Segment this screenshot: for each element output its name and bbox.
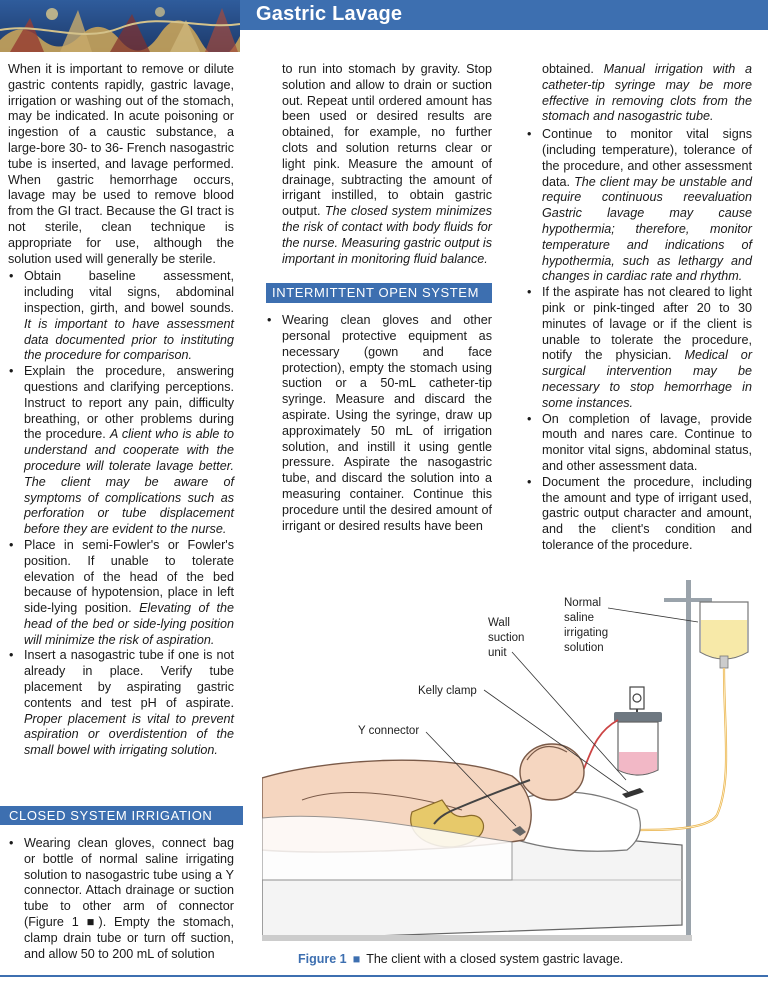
- gastric-lavage-illustration: [262, 580, 768, 945]
- section-heading-intermittent: INTERMITTENT OPEN SYSTEM: [266, 283, 492, 303]
- wall-outlet-icon: [630, 687, 644, 709]
- label-normal-saline-4: solution: [564, 642, 604, 654]
- list-item: • Insert a nasogastric tube if one is not already in place. Verify tube placement by aspirating gastric contents and test pH of aspirate. Proper placement is vital to prevent aspiration or overdistention of the small bowel with irrigating solution.: [8, 648, 234, 759]
- list-item: • Place in semi-Fowler's or Fowler's position. If unable to tolerate elevation of the head of the bed because of hypotension, place in left side-lying position. Elevating of the head of the bed or side-lying position will minimize the risk of aspiration.: [8, 538, 234, 649]
- list-item: • If the aspirate has not cleared to light pink or pink-tinged after 20 to 30 minutes of lavage or if the client is unable to tolerate the procedure, notify the physician. Medical or surgical intervention may be necessary to stop hemorrhage in some instances.: [526, 285, 752, 411]
- list-item: • Wearing clean gloves, connect bag or bottle of normal saline irrigating solution to nasogastric tube using a Y connector. Attach drainage or suction tube to other arm of connector (Figure 1 ■). Empty the stomach, clamp drain tube or turn off suction, and allow 50 to 200 mL of solution: [8, 836, 234, 962]
- label-y-connector: Y connector: [358, 725, 420, 737]
- closed-system-block: [8, 836, 234, 962]
- list-item: • Wearing clean gloves and other personal protective equipment as necessary (gown and face protection), empty the stomach using suction or a 50-mL catheter-tip syringe. Measure and discard the aspirate. Using the syringe, draw up approximately 50 mL of irrigation solution, and instill it using gentle pressure. Aspirate the nasogastric tube, and discard the solution into a measuring container. Continue this procedure until the desired amount of irrigant or desired results have been: [266, 313, 492, 534]
- saline-bag-icon: [700, 602, 748, 668]
- label-normal-saline-1: Normal: [564, 597, 602, 609]
- label-wall-1: Wall: [488, 617, 510, 629]
- banner-decoration: [0, 0, 240, 52]
- iv-pole: [686, 580, 691, 940]
- label-normal-saline-3: irrigating: [564, 627, 609, 639]
- continued-paragraph: to run into stomach by gravity. Stop solution and allow to drain or suction out. Repeat until ordered amount has been used or desired results are obtained, for example, no further clots and solution returns clear or light pink. Measure the amount of drainage, subtracting the amount of irrigant instilled, to obtain gastric output. The closed system minimizes the risk of contact with body fluids for the nurse. Measuring gastric output is important in monitoring fluid balance.: [282, 62, 493, 266]
- figure-caption: Figure 1 ■ The client with a closed system gastric lavage.: [298, 952, 624, 966]
- section-heading-closed-system: CLOSED SYSTEM IRRIGATION: [0, 806, 243, 825]
- list-item: • On completion of lavage, provide mouth and nares care. Continue to monitor vital signs, abdominal status, and other assessment data.: [526, 412, 752, 475]
- intro-paragraph: When it is important to remove or dilute gastric contents rapidly, gastric lavage, irrigation or washing out of the stomach, may be indicated. In acute poisoning or ingestion of a caustic substance, a large-bore 30- to 36- French nasogastric tube is inserted, and lavage performed. When gastric hemorrhage occurs, lavage may be used to remove blood from the GI tract. Because the GI tract is not sterile, clean technique is appropriate for use, although the solution used will generally be sterile.: [8, 62, 234, 266]
- list-item: • Obtain baseline assessment, including vital signs, abdominal inspection, girth, and bowel sounds. It is important to have assessment data documented prior to instituting the procedure for comparison.: [8, 269, 234, 364]
- pillow: [517, 792, 640, 851]
- label-kelly-clamp: Kelly clamp: [418, 685, 477, 697]
- title-bar: [240, 0, 768, 30]
- list-item: • Continue to monitor vital signs (including temperature), tolerance of the procedure, and other assessment data. The client may be unstable and require continuous reevaluation Gastric lavage may cause hypothermia; therefore, monitor temperature and indications of hypothermia, such as lethargy and changes in cardiac rate and rhythm.: [526, 127, 752, 285]
- bottom-rule: [0, 975, 768, 977]
- column-3: [526, 62, 752, 554]
- kelly-clamp-icon: [622, 788, 644, 798]
- label-wall-3: unit: [488, 647, 507, 659]
- column-2: [266, 62, 492, 534]
- continued-paragraph: obtained. Manual irrigation with a catheter-tip syringe may be more effective in removing clots from the stomach and nasogastric tube.: [542, 62, 753, 124]
- page-title: Gastric Lavage: [256, 3, 403, 25]
- label-normal-saline-2: saline: [564, 612, 595, 624]
- suction-canister-icon: [614, 709, 662, 775]
- list-item: • Document the procedure, including the amount and type of irrigant used, gastric output character and amount, and the client's condition and tolerance of the procedure.: [526, 475, 752, 554]
- col1-list: [8, 269, 234, 759]
- column-1: [8, 62, 234, 759]
- list-item: • Explain the procedure, answering questions and clarifying perceptions. Instruct to report any pain, difficulty breathing, or other problems during the procedure. A client who is able to understand and cooperate with the procedure will tolerate lavage better. The client may be aware of symptoms of complications such as perforation or tube displacement before they are evident to the nurse.: [8, 364, 234, 538]
- label-wall-2: suction: [488, 632, 525, 644]
